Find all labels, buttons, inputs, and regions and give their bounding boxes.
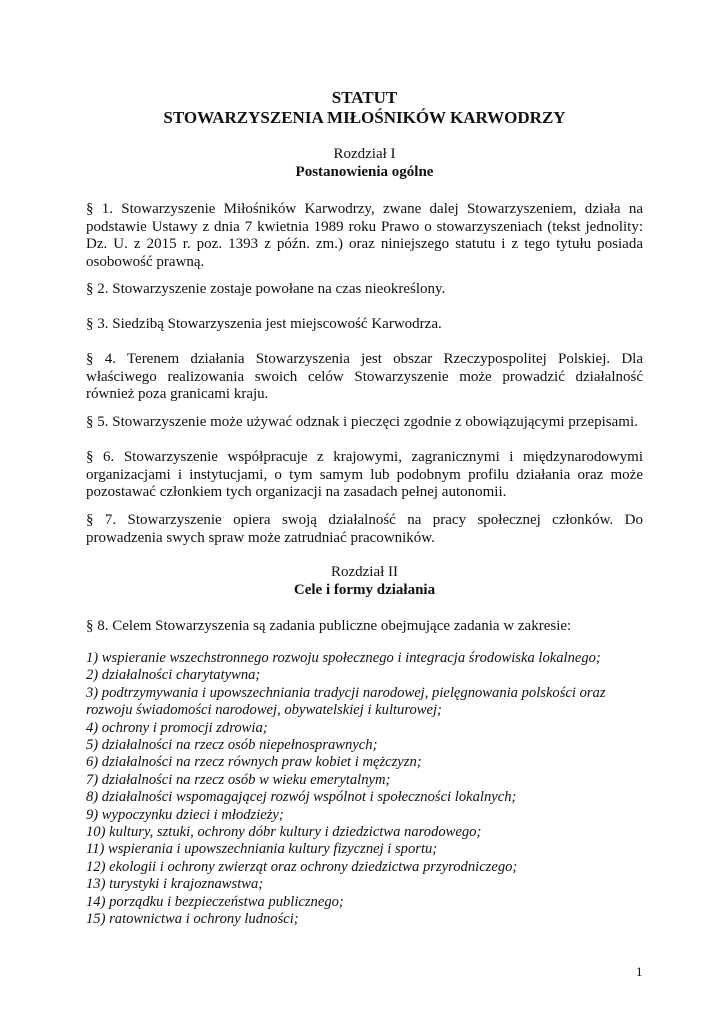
list-item: 5) działalności na rzecz osób niepełnosprawnych; xyxy=(86,737,378,754)
list-item: 3) podtrzymywania i upowszechniania tradycji narodowej, pielęgnowania polskości oraz rozwoju świadomości narodowej, obywatelskiej i kulturowej; xyxy=(86,684,606,719)
list-item: 11) wspierania i upowszechniania kultury fizycznej i sportu; xyxy=(86,841,438,858)
document-title xyxy=(86,88,643,128)
paragraph-4: § 4. Terenem działania Stowarzyszenia jest obszar Rzeczypospolitej Polskiej. Dla właściwego realizowania swoich celów Stowarzyszenie może prowadzić działalność również poza granicami kraju. xyxy=(86,351,643,403)
paragraph-7: § 7. Stowarzyszenie opiera swoją działalność na pracy społecznej członków. Do prowadzenia swych spraw może zatrudniać pracowników. xyxy=(86,512,643,546)
paragraph-3: § 3. Siedzibą Stowarzyszenia jest miejscowość Karwodrza. xyxy=(86,316,442,332)
paragraph-1: § 1. Stowarzyszenie Miłośników Karwodrzy, zwane dalej Stowarzyszeniem, działa na podstawie Ustawy z dnia 7 kwietnia 1989 roku Prawo o stowarzyszeniach (tekst jednolity: Dz. U. z 2015 r. poz. 1393 z późn. zm.) oraz niniejszego statutu i z tego tytułu posiada osobowość prawną. xyxy=(86,201,643,270)
list-item: 15) ratownictwa i ochrony ludności; xyxy=(86,911,299,928)
paragraph-6: § 6. Stowarzyszenie współpracuje z krajowymi, zagranicznymi i międzynarodowymi organizacjami i instytucjami, o tym samym lub podobnym profilu działania oraz może pozostawać członkiem tych organizacji na zasadach pełnej autonomii. xyxy=(86,449,643,501)
goals-list xyxy=(86,650,643,929)
list-item: 14) porządku i bezpieczeństwa publicznego; xyxy=(86,893,344,910)
paragraph-5: § 5. Stowarzyszenie może używać odznak i pieczęci zgodnie z obowiązującymi przepisami. xyxy=(86,414,638,430)
chapter-2-heading xyxy=(86,564,643,599)
list-item: 4) ochrony i promocji zdrowia; xyxy=(86,719,268,736)
list-item: 2) działalności charytatywna; xyxy=(86,667,261,684)
page-number: 1 xyxy=(636,964,643,979)
list-item: 13) turystyki i krajoznawstwa; xyxy=(86,876,264,893)
list-item: 7) działalności na rzecz osób w wieku emerytalnym; xyxy=(86,771,391,788)
list-item: 8) działalności wspomagającej rozwój wspólnot i społeczności lokalnych; xyxy=(86,789,517,806)
paragraph-2: § 2. Stowarzyszenie zostaje powołane na czas nieokreślony. xyxy=(86,281,446,297)
list-item: 1) wspieranie wszechstronnego rozwoju społecznego i integracja środowiska lokalnego; xyxy=(86,650,601,666)
list-item: 9) wypoczynku dzieci i młodzieży; xyxy=(86,806,284,823)
chapter-1-heading xyxy=(86,146,643,181)
chapter-1-title: Postanowienia ogólne xyxy=(295,163,434,180)
list-item: 12) ekologii i ochrony zwierząt oraz ochrony dziedzictwa przyrodniczego; xyxy=(86,858,518,875)
title-line-2: STOWARZYSZENIA MIŁOŚNIKÓW KARWODRZY xyxy=(163,108,566,127)
chapter-2-title: Cele i formy działania xyxy=(293,581,436,598)
list-item: 10) kultury, sztuki, ochrony dóbr kultury i dziedzictwa narodowego; xyxy=(86,824,482,841)
chapter-1-label: Rozdział I xyxy=(333,146,396,162)
chapter-2-label: Rozdział II xyxy=(330,564,399,580)
title-line-1: STATUT xyxy=(331,88,398,107)
list-item: 6) działalności na rzecz równych praw kobiet i mężczyzn; xyxy=(86,754,422,771)
paragraph-8: § 8. Celem Stowarzyszenia są zadania publiczne obejmujące zadania w zakresie: xyxy=(86,618,572,634)
